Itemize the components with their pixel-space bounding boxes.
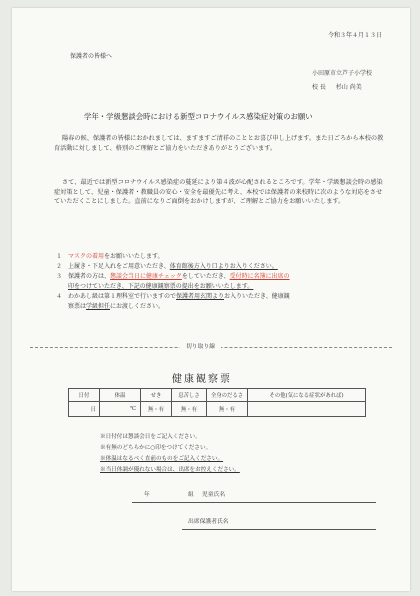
observation-header-row (69, 389, 366, 402)
child-name-label: 児童氏名 (202, 492, 226, 498)
observation-table (68, 388, 366, 417)
list-item (56, 302, 386, 312)
list-item (56, 252, 386, 262)
list-text: をしていただき、 (181, 273, 230, 280)
observation-title: 健康観察票 (172, 374, 232, 385)
principal-name: 杉山 尚美 (335, 84, 362, 91)
note-item: ※当日体調が優れない場合は、出席をお控えください。 (100, 467, 240, 473)
list-text: わかあし級は第１理科室で行いますので (68, 293, 177, 300)
list-item (56, 262, 386, 272)
paragraph-request: さて、最近では新型コロナウイルス感染症の蔓延により第４波が心配されるところです。学年・学級懇談会時の感染症対策として、児童・保護者・教職員の安心・安全を最優先に考え、本校では保護者の来校時に次のような対応をさせていただくことにしました。直前になりご面倒をおかけしますが、ご理解とご協力をお願いいたします。 (54, 179, 383, 206)
list-text: にお渡しください。 (110, 303, 165, 310)
paragraph-greeting: 陽春の候、保護者の皆様におかれましては、ますますご清祥のこととお喜び申し上げます。また日ごろから本校の教育活動に対しまして、格別のご理解とご協力をいただきありがとうございます。 (54, 135, 384, 152)
list-text: お入りいただき、健康観 (224, 293, 290, 300)
list-number: ２ (56, 263, 63, 270)
list-text: マスクの着用 (68, 253, 105, 260)
document-title: 学年・学級懇談会時における新型コロナウイルス感染症対策のお願い (84, 112, 313, 121)
list-text: 受付時に名簿に出席の (229, 273, 290, 280)
cell-breathing[interactable]: 無・有 (172, 402, 207, 417)
list-number: ３ (56, 273, 63, 280)
list-number: ４ (56, 293, 63, 300)
list-text: をお願いいたします。 (104, 253, 164, 260)
list-text: 保護者の方は、 (68, 273, 111, 280)
list-text: 体育館後方入り口よりお入りください。 (169, 263, 278, 270)
list-number: １ (56, 253, 63, 260)
list-item (56, 282, 386, 292)
col-cough: せき (141, 389, 172, 402)
col-date: 日付 (69, 389, 100, 402)
note-item: ※日付付は懇談会日をご記入ください。 (100, 434, 201, 440)
note-item: ※有無のどちらかに○印をつけてください。 (100, 445, 212, 451)
document-page (12, 8, 410, 591)
grade-label: 年 (144, 492, 150, 498)
list-text: 学級担任 (86, 303, 111, 310)
list-text: 上履き・下足入れをご用意いただき、 (68, 263, 170, 270)
list-text: 懇談会当日に健康チェック (110, 273, 182, 280)
principal (312, 84, 362, 92)
notes-block (100, 432, 390, 476)
class-label: 組 (188, 492, 194, 498)
school-name: 小田原市立芦子小学校 (312, 70, 373, 77)
list-item (56, 272, 386, 282)
list-text: 印をつけていただき、下記の健康観察票の提出をお願いいたします。 (68, 283, 254, 290)
cell-temperature[interactable]: ℃ (100, 402, 141, 417)
list-text: 察票は (68, 303, 87, 310)
guardian-name-line[interactable] (182, 529, 376, 530)
principal-title: 校 長 (312, 84, 326, 91)
col-fatigue: 全身のだるさ (207, 389, 248, 402)
cut-label: 切り取り線 (180, 343, 221, 351)
col-temperature: 体温 (100, 389, 141, 402)
cell-cough[interactable]: 無・有 (141, 402, 172, 417)
list-text: 保護者用玄関より (176, 293, 225, 300)
col-breathing: 息苦しさ (172, 389, 207, 402)
col-other: その他(気になる症状があれば) (248, 389, 366, 402)
observation-input-row (69, 402, 366, 417)
document-date: 令和３年４月１３日 (328, 32, 383, 39)
cell-fatigue[interactable]: 無・有 (207, 402, 248, 417)
list-item (56, 292, 386, 302)
note-item: ※体温はなるべく直前のものをご記入ください。 (100, 456, 224, 462)
cell-date[interactable]: 日 (69, 402, 100, 417)
guardian-name-label: 出席保護者氏名 (188, 519, 229, 525)
cell-other[interactable] (248, 402, 366, 417)
request-list (56, 252, 386, 312)
child-name-line[interactable] (132, 502, 376, 503)
addressee: 保護者の皆様へ (70, 53, 113, 60)
